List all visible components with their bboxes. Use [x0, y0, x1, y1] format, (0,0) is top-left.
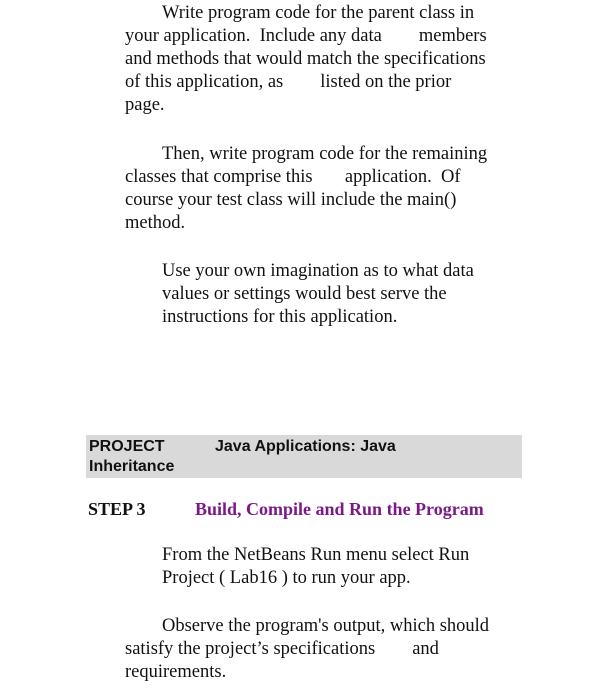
paragraph-2-line-4: method.	[125, 213, 186, 233]
paragraph-2-line-1: Then, write program code for the remaining	[162, 144, 488, 164]
step-paragraph-2-line-2: satisfy the project’s specifications and	[125, 639, 439, 659]
step-paragraph-2-line-1: Observe the program's output, which should	[162, 616, 490, 636]
paragraph-3-line-3: instructions for this application.	[162, 307, 398, 327]
step-paragraph-2-line-3: requirements.	[125, 662, 227, 682]
paragraph-1-line-3: and methods that would match the specifications	[125, 49, 486, 69]
project-banner	[86, 435, 522, 478]
step-label: STEP 3	[88, 499, 146, 519]
project-title: Java Applications: Java	[215, 438, 396, 455]
step-paragraph-1-line-2: Project ( Lab16 ) to run your app.	[162, 568, 411, 588]
paragraph-2-line-2: classes that comprise this application. Of	[125, 167, 461, 187]
paragraph-3-line-1: Use your own imagination as to what data	[162, 261, 474, 281]
paragraph-3-line-2: values or settings would best serve the	[162, 284, 447, 304]
project-title-continuation: Inheritance	[89, 458, 175, 475]
paragraph-2-line-3: course your test class will include the main()	[125, 190, 457, 210]
step-title: Build, Compile and Run the Program	[195, 499, 484, 519]
paragraph-1-line-1: Write program code for the parent class in	[162, 3, 475, 23]
paragraph-1-line-4: of this application, as listed on the prior	[125, 72, 452, 92]
paragraph-1-line-2: your application. Include any data members	[125, 26, 487, 46]
project-label: PROJECT	[89, 438, 165, 455]
step-paragraph-1-line-1: From the NetBeans Run menu select Run	[162, 545, 470, 565]
paragraph-1-line-5: page.	[125, 95, 165, 115]
